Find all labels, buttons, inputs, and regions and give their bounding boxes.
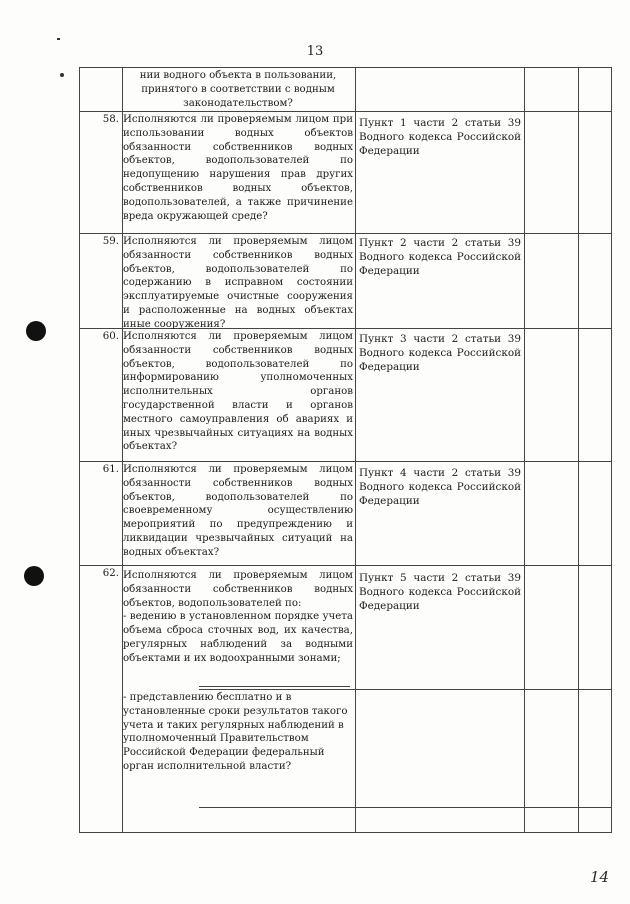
table-cell-number: 60. (102, 331, 119, 342)
scan-speck (57, 38, 60, 40)
row-divider (79, 565, 612, 566)
table-cell-reference: Пункт 2 части 2 статьи 39 Водного кодекса Российской Федерации (359, 237, 521, 277)
sub-row-divider (199, 689, 612, 690)
table-border-right (611, 67, 612, 833)
row-divider (79, 233, 612, 234)
table-cell-reference: Пункт 1 части 2 статьи 39 Водного кодекса Российской Федерации (359, 117, 521, 157)
table-cell-question: Исполняются ли проверяемым лицом обязанности собственников водных объектов, водопользователей по: - ведению в установленном порядке учета объема сброса сточных вод, их качества, регулярных наблюдений за водными объектами и их водоохранными зонами; (123, 570, 353, 664)
table-cell-question: нии водного объекта в пользовании, принятого в соответствии с водным законодательством? (139, 70, 337, 109)
table-border-bottom (79, 832, 612, 833)
table-cell-question: Исполняются ли проверяемым лицом при использовании водных объектов обязанности собственников водных объектов, водопользователей по недопущению нарушения прав других собственников водных объектов, водопользователей, а также причинение вреда окружающей среде? (123, 114, 353, 222)
table-cell-question: Исполняются ли проверяемым лицом обязанности собственников водных объектов, водопользователей по информированию уполномоченных исполнительных органов государственной власти и органов местного самоуправления об авариях и иных чрезвычайных ситуациях на водных объектах? (123, 331, 353, 453)
table-column-divider (524, 67, 525, 833)
table-cell-question: - представлению бесплатно и в установленные сроки результатов такого учета и таких регулярных наблюдений в уполномоченный Правительством Российской Федерации федеральный орган исполнительной власти? (123, 692, 348, 772)
table-column-divider (578, 67, 579, 833)
table-cell-question: Исполняются ли проверяемым лицом обязанности собственников водных объектов, водопользователей по своевременному осуществлению мероприятий по предупреждению и ликвидации чрезвычайных ситуаций на водных объектах? (123, 464, 353, 558)
table-cell-reference: Пункт 3 части 2 статьи 39 Водного кодекса Российской Федерации (359, 333, 521, 373)
page-number: 13 (306, 44, 324, 59)
table-cell-reference: Пункт 5 части 2 статьи 39 Водного кодекса Российской Федерации (359, 572, 521, 612)
table-cell-number: 61. (102, 464, 119, 475)
table-border-left (79, 67, 80, 833)
table-cell-number: 58. (102, 114, 119, 125)
handwritten-page-number: 14 (590, 868, 610, 886)
table-cell-question: Исполняются ли проверяемым лицом обязанности собственников водных объектов, водопользователей по содержанию в исправном состоянии эксплуатируемые очистные сооружения и расположенные на водных объектах иные сооружения? (123, 236, 353, 330)
row-divider (79, 111, 612, 112)
scan-speck (60, 73, 64, 77)
row-divider (79, 461, 612, 462)
sub-row-divider (199, 686, 350, 687)
table-cell-number: 62. (102, 568, 119, 579)
table-cell-reference: Пункт 4 части 2 статьи 39 Водного кодекса Российской Федерации (359, 467, 521, 507)
table-border-top (79, 67, 612, 68)
table-cell-number: 59. (102, 236, 119, 247)
table-column-divider (355, 67, 356, 833)
sub-row-divider (199, 807, 612, 808)
punch-hole (24, 566, 44, 586)
checklist-table (79, 67, 612, 833)
punch-hole (26, 321, 46, 341)
